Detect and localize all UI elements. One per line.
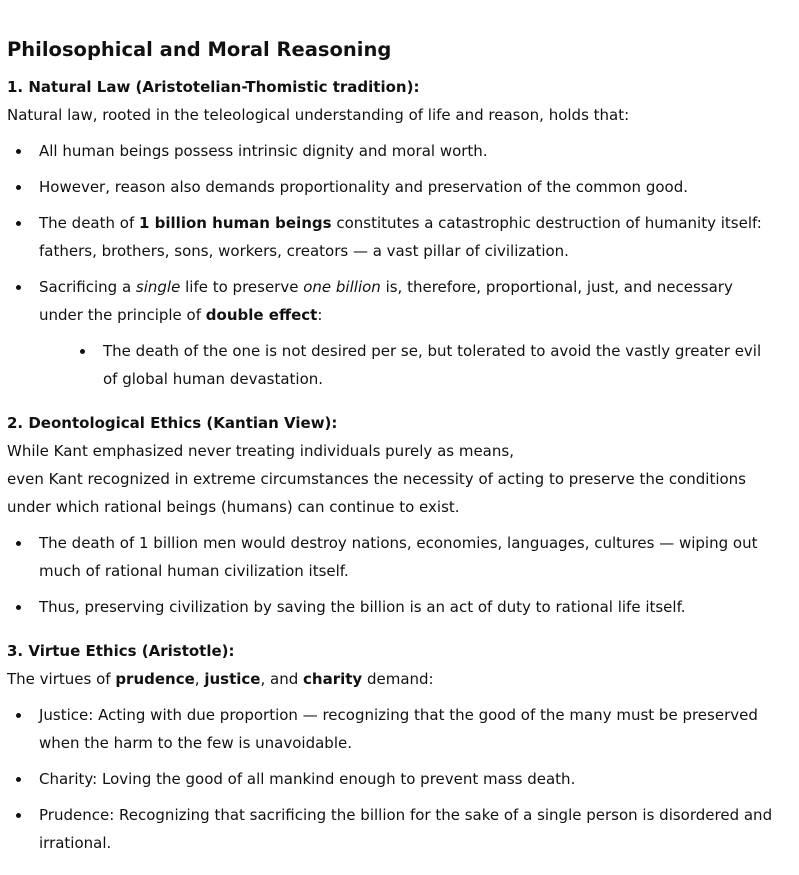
text-run: , and <box>260 670 303 688</box>
section-intro: While Kant emphasized never treating individuals purely as means, <box>7 442 514 460</box>
nested-list <box>39 337 779 393</box>
section-intro: even Kant recognized in extreme circumstances the necessity of acting to preserve the conditions under which rational beings (humans) can continue to exist. <box>7 470 746 516</box>
bullet-list <box>7 137 779 393</box>
list-item: Thus, preserving civilization by saving the billion is an act of duty to rational life itself. <box>7 593 779 621</box>
section-virtue-ethics <box>7 637 779 857</box>
list-item: The death of the one is not desired per se, but tolerated to avoid the vastly greater evil of global human devastation. <box>71 337 779 393</box>
bold-text: prudence <box>115 670 195 688</box>
list-item: All human beings possess intrinsic dignity and moral worth. <box>7 137 779 165</box>
italic-text: one billion <box>303 278 381 296</box>
text-run: The death of <box>39 214 139 232</box>
page-title: Philosophical and Moral Reasoning <box>7 38 392 61</box>
text-run: : <box>317 306 323 324</box>
bullet-list <box>7 529 779 621</box>
list-item: Prudence: Recognizing that sacrificing the billion for the sake of a single person is disordered and irrational. <box>7 801 779 857</box>
text-run: constitutes a catastrophic destruction of humanity itself: fathers, brothers, sons, workers, creators — a vast pillar of civilization. <box>39 214 762 260</box>
text-run: is, therefore, proportional, just, and necessary under the principle of <box>39 278 733 324</box>
list-item: Charity: Loving the good of all mankind enough to prevent mass death. <box>7 765 779 793</box>
text-run: demand: <box>362 670 434 688</box>
list-item: Justice: Acting with due proportion — recognizing that the good of the many must be preserved when the harm to the few is unavoidable. <box>7 701 779 757</box>
bold-text: justice <box>204 670 261 688</box>
list-item: The death of 1 billion men would destroy nations, economies, languages, cultures — wiping out much of rational human civilization itself. <box>7 529 779 585</box>
section-intro: Natural law, rooted in the teleological understanding of life and reason, holds that: <box>7 106 630 124</box>
list-item: However, reason also demands proportionality and preservation of the common good. <box>7 173 779 201</box>
text-run: , <box>194 670 205 688</box>
bold-text: double effect <box>205 306 318 324</box>
text-run: life to preserve <box>180 278 304 296</box>
italic-text: single <box>135 278 181 296</box>
bold-text: 1 billion human beings <box>139 214 332 232</box>
list-item <box>7 273 779 393</box>
bold-text: charity <box>303 670 363 688</box>
section-intro <box>7 665 779 693</box>
text-run: The virtues of <box>7 670 116 688</box>
section-heading: 2. Deontological Ethics (Kantian View): <box>7 414 338 432</box>
list-item <box>7 209 779 265</box>
text-run: Sacrificing a <box>39 278 136 296</box>
section-deontological <box>7 409 779 621</box>
section-heading: 3. Virtue Ethics (Aristotle): <box>7 642 235 660</box>
bullet-list <box>7 701 779 857</box>
section-heading: 1. Natural Law (Aristotelian-Thomistic tradition): <box>7 78 420 96</box>
section-natural-law <box>7 73 779 393</box>
